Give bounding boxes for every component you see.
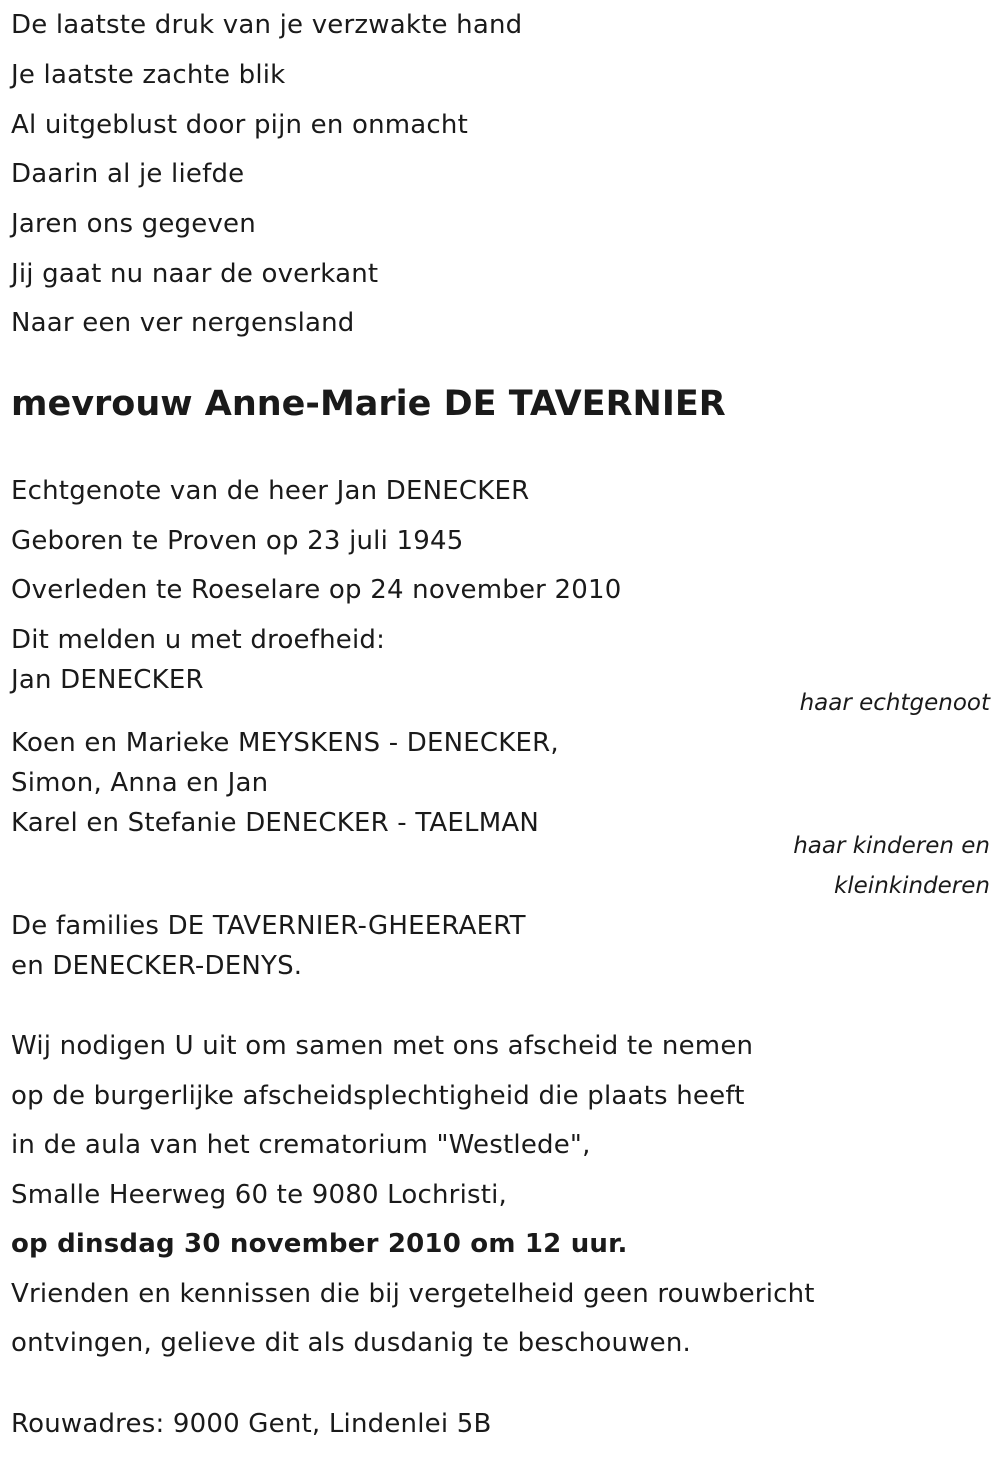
relation-label: haar kinderen en <box>793 833 990 859</box>
relation-label: kleinkinderen <box>833 873 990 899</box>
poem-line: Al uitgeblust door pijn en onmacht <box>11 110 469 140</box>
deceased-name: mevrouw Anne-Marie DE TAVERNIER <box>11 384 726 424</box>
poem-line: Jaren ons gegeven <box>11 209 256 239</box>
poem-line: Je laatste zachte blik <box>11 60 286 90</box>
spouse-line: Echtgenote van de heer Jan DENECKER <box>11 476 530 506</box>
poem-line: Naar een ver nergensland <box>11 308 355 338</box>
mourner-name: Jan DENECKER <box>11 665 204 695</box>
families-line: De families DE TAVERNIER-GHEERAERT <box>11 911 526 941</box>
poem-line: De laatste druk van je verzwakte hand <box>11 10 523 40</box>
died-line: Overleden te Roeselare op 24 november 2010 <box>11 575 622 605</box>
born-line: Geboren te Proven op 23 juli 1945 <box>11 526 464 556</box>
mourner-name: Simon, Anna en Jan <box>11 768 269 798</box>
poem-line: Daarin al je liefde <box>11 159 245 189</box>
announcement-intro: Dit melden u met droefheid: <box>11 625 386 655</box>
families-line: en DENECKER-DENYS. <box>11 951 303 981</box>
ceremony-line: op de burgerlijke afscheidsplechtigheid die plaats heeft <box>11 1081 745 1111</box>
notice-line: Vrienden en kennissen die bij vergetelheid geen rouwbericht <box>11 1279 815 1309</box>
poem-line: Jij gaat nu naar de overkant <box>11 259 379 289</box>
ceremony-line: Smalle Heerweg 60 te 9080 Lochristi, <box>11 1180 508 1210</box>
mourning-address: Rouwadres: 9000 Gent, Lindenlei 5B <box>11 1409 492 1439</box>
ceremony-line: in de aula van het crematorium "Westlede", <box>11 1130 591 1160</box>
mourner-name: Karel en Stefanie DENECKER - TAELMAN <box>11 808 539 838</box>
notice-line: ontvingen, gelieve dit als dusdanig te beschouwen. <box>11 1328 692 1358</box>
ceremony-datetime: op dinsdag 30 november 2010 om 12 uur. <box>11 1229 628 1259</box>
mourner-name: Koen en Marieke MEYSKENS - DENECKER, <box>11 728 559 758</box>
ceremony-line: Wij nodigen U uit om samen met ons afscheid te nemen <box>11 1031 754 1061</box>
relation-label: haar echtgenoot <box>799 690 990 716</box>
